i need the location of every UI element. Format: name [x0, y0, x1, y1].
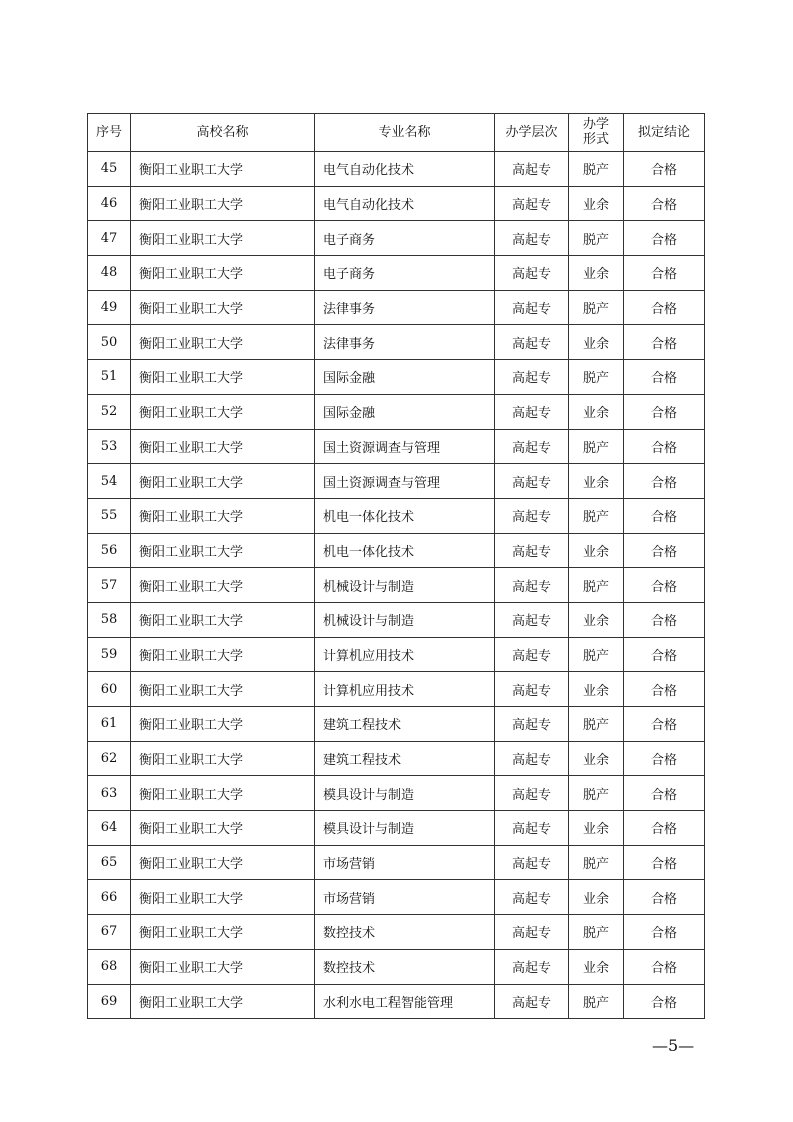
cell-major: 电子商务: [315, 256, 495, 291]
cell-conclusion: 合格: [624, 672, 705, 707]
cell-level: 高起专: [495, 949, 569, 984]
cell-seq: 49: [88, 290, 131, 325]
cell-level: 高起专: [495, 672, 569, 707]
cell-form: 业余: [569, 394, 624, 429]
table-row: [88, 429, 705, 464]
cell-seq: 65: [88, 845, 131, 880]
cell-school: 衡阳工业职工大学: [131, 290, 315, 325]
header-school: 高校名称: [131, 114, 315, 152]
cell-seq: 53: [88, 429, 131, 464]
cell-level: 高起专: [495, 741, 569, 776]
cell-conclusion: 合格: [624, 637, 705, 672]
cell-form: 脱产: [569, 915, 624, 950]
table-row: [88, 637, 705, 672]
cell-major: 机电一体化技术: [315, 533, 495, 568]
cell-school: 衡阳工业职工大学: [131, 498, 315, 533]
cell-seq: 57: [88, 568, 131, 603]
table-row: [88, 325, 705, 360]
cell-conclusion: 合格: [624, 152, 705, 187]
header-form-line2: 形式: [582, 132, 609, 147]
cell-school: 衡阳工业职工大学: [131, 602, 315, 637]
table-row: [88, 707, 705, 742]
cell-seq: 58: [88, 602, 131, 637]
cell-school: 衡阳工业职工大学: [131, 741, 315, 776]
cell-level: 高起专: [495, 984, 569, 1019]
cell-seq: 62: [88, 741, 131, 776]
cell-seq: 48: [88, 256, 131, 291]
cell-form: 业余: [569, 949, 624, 984]
cell-level: 高起专: [495, 152, 569, 187]
cell-conclusion: 合格: [624, 325, 705, 360]
cell-seq: 59: [88, 637, 131, 672]
cell-level: 高起专: [495, 776, 569, 811]
cell-school: 衡阳工业职工大学: [131, 637, 315, 672]
cell-major: 市场营销: [315, 845, 495, 880]
cell-conclusion: 合格: [624, 984, 705, 1019]
header-conclusion: 拟定结论: [624, 114, 705, 152]
cell-form: 脱产: [569, 290, 624, 325]
cell-level: 高起专: [495, 221, 569, 256]
cell-seq: 55: [88, 498, 131, 533]
table-row: [88, 672, 705, 707]
table-row: [88, 221, 705, 256]
cell-conclusion: 合格: [624, 360, 705, 395]
cell-level: 高起专: [495, 394, 569, 429]
table-row: [88, 394, 705, 429]
cell-major: 法律事务: [315, 290, 495, 325]
cell-school: 衡阳工业职工大学: [131, 533, 315, 568]
cell-conclusion: 合格: [624, 776, 705, 811]
table-row: [88, 984, 705, 1019]
table-row: [88, 880, 705, 915]
table-row: [88, 568, 705, 603]
cell-level: 高起专: [495, 880, 569, 915]
cell-major: 机械设计与制造: [315, 602, 495, 637]
cell-conclusion: 合格: [624, 186, 705, 221]
cell-school: 衡阳工业职工大学: [131, 672, 315, 707]
results-table: [87, 113, 705, 1019]
cell-level: 高起专: [495, 290, 569, 325]
table-row: [88, 498, 705, 533]
cell-form: 业余: [569, 811, 624, 846]
cell-form: 脱产: [569, 360, 624, 395]
cell-conclusion: 合格: [624, 845, 705, 880]
cell-major: 模具设计与制造: [315, 811, 495, 846]
cell-major: 法律事务: [315, 325, 495, 360]
cell-form: 脱产: [569, 845, 624, 880]
cell-school: 衡阳工业职工大学: [131, 880, 315, 915]
table-row: [88, 152, 705, 187]
cell-school: 衡阳工业职工大学: [131, 325, 315, 360]
table-row: [88, 186, 705, 221]
table-row: [88, 915, 705, 950]
cell-conclusion: 合格: [624, 256, 705, 291]
cell-school: 衡阳工业职工大学: [131, 152, 315, 187]
cell-major: 数控技术: [315, 915, 495, 950]
page-number: —5—: [652, 1036, 695, 1055]
cell-seq: 54: [88, 464, 131, 499]
cell-school: 衡阳工业职工大学: [131, 949, 315, 984]
cell-major: 电子商务: [315, 221, 495, 256]
cell-major: 市场营销: [315, 880, 495, 915]
cell-form: 业余: [569, 533, 624, 568]
cell-level: 高起专: [495, 325, 569, 360]
cell-conclusion: 合格: [624, 880, 705, 915]
cell-major: 国土资源调查与管理: [315, 429, 495, 464]
cell-seq: 69: [88, 984, 131, 1019]
cell-form: 脱产: [569, 776, 624, 811]
cell-major: 电气自动化技术: [315, 186, 495, 221]
cell-level: 高起专: [495, 429, 569, 464]
table-row: [88, 949, 705, 984]
cell-school: 衡阳工业职工大学: [131, 915, 315, 950]
cell-conclusion: 合格: [624, 602, 705, 637]
cell-major: 建筑工程技术: [315, 707, 495, 742]
table-row: [88, 256, 705, 291]
table-body: [88, 152, 705, 1019]
cell-school: 衡阳工业职工大学: [131, 811, 315, 846]
cell-level: 高起专: [495, 464, 569, 499]
cell-school: 衡阳工业职工大学: [131, 394, 315, 429]
cell-school: 衡阳工业职工大学: [131, 221, 315, 256]
cell-major: 数控技术: [315, 949, 495, 984]
cell-form: 脱产: [569, 707, 624, 742]
cell-school: 衡阳工业职工大学: [131, 256, 315, 291]
cell-level: 高起专: [495, 845, 569, 880]
cell-level: 高起专: [495, 915, 569, 950]
cell-conclusion: 合格: [624, 707, 705, 742]
cell-level: 高起专: [495, 533, 569, 568]
table-header-row: [88, 114, 705, 152]
cell-seq: 52: [88, 394, 131, 429]
cell-form: 脱产: [569, 221, 624, 256]
cell-seq: 56: [88, 533, 131, 568]
cell-major: 机械设计与制造: [315, 568, 495, 603]
cell-school: 衡阳工业职工大学: [131, 429, 315, 464]
cell-seq: 50: [88, 325, 131, 360]
cell-conclusion: 合格: [624, 741, 705, 776]
table-row: [88, 602, 705, 637]
cell-seq: 46: [88, 186, 131, 221]
cell-form: 业余: [569, 741, 624, 776]
cell-form: 脱产: [569, 637, 624, 672]
cell-form: 脱产: [569, 429, 624, 464]
cell-level: 高起专: [495, 498, 569, 533]
cell-level: 高起专: [495, 256, 569, 291]
cell-conclusion: 合格: [624, 394, 705, 429]
results-table-container: [87, 113, 704, 1019]
cell-form: 业余: [569, 325, 624, 360]
cell-major: 电气自动化技术: [315, 152, 495, 187]
header-major: 专业名称: [315, 114, 495, 152]
cell-seq: 67: [88, 915, 131, 950]
cell-major: 计算机应用技术: [315, 672, 495, 707]
cell-form: 业余: [569, 672, 624, 707]
cell-seq: 61: [88, 707, 131, 742]
cell-school: 衡阳工业职工大学: [131, 707, 315, 742]
cell-conclusion: 合格: [624, 949, 705, 984]
cell-seq: 47: [88, 221, 131, 256]
cell-conclusion: 合格: [624, 568, 705, 603]
cell-form: 业余: [569, 880, 624, 915]
table-row: [88, 290, 705, 325]
cell-school: 衡阳工业职工大学: [131, 776, 315, 811]
cell-major: 模具设计与制造: [315, 776, 495, 811]
cell-school: 衡阳工业职工大学: [131, 568, 315, 603]
cell-major: 计算机应用技术: [315, 637, 495, 672]
cell-school: 衡阳工业职工大学: [131, 360, 315, 395]
table-row: [88, 464, 705, 499]
cell-seq: 63: [88, 776, 131, 811]
cell-conclusion: 合格: [624, 429, 705, 464]
cell-school: 衡阳工业职工大学: [131, 845, 315, 880]
cell-form: 业余: [569, 464, 624, 499]
cell-major: 国土资源调查与管理: [315, 464, 495, 499]
cell-major: 国际金融: [315, 360, 495, 395]
cell-major: 国际金融: [315, 394, 495, 429]
cell-school: 衡阳工业职工大学: [131, 464, 315, 499]
cell-conclusion: 合格: [624, 915, 705, 950]
header-form: [569, 114, 624, 152]
cell-conclusion: 合格: [624, 290, 705, 325]
cell-school: 衡阳工业职工大学: [131, 984, 315, 1019]
cell-seq: 64: [88, 811, 131, 846]
table-row: [88, 845, 705, 880]
cell-conclusion: 合格: [624, 498, 705, 533]
cell-major: 水利水电工程智能管理: [315, 984, 495, 1019]
cell-form: 脱产: [569, 984, 624, 1019]
cell-conclusion: 合格: [624, 811, 705, 846]
cell-form: 脱产: [569, 568, 624, 603]
cell-conclusion: 合格: [624, 221, 705, 256]
cell-seq: 68: [88, 949, 131, 984]
cell-seq: 51: [88, 360, 131, 395]
table-row: [88, 741, 705, 776]
header-seq: 序号: [88, 114, 131, 152]
cell-major: 建筑工程技术: [315, 741, 495, 776]
cell-level: 高起专: [495, 811, 569, 846]
cell-seq: 60: [88, 672, 131, 707]
header-form-line1: 办学: [582, 117, 609, 132]
table-row: [88, 360, 705, 395]
cell-seq: 66: [88, 880, 131, 915]
cell-seq: 45: [88, 152, 131, 187]
table-row: [88, 776, 705, 811]
cell-level: 高起专: [495, 568, 569, 603]
cell-form: 业余: [569, 602, 624, 637]
cell-conclusion: 合格: [624, 464, 705, 499]
cell-level: 高起专: [495, 186, 569, 221]
cell-form: 业余: [569, 256, 624, 291]
cell-conclusion: 合格: [624, 533, 705, 568]
cell-level: 高起专: [495, 602, 569, 637]
cell-level: 高起专: [495, 637, 569, 672]
cell-level: 高起专: [495, 707, 569, 742]
table-row: [88, 533, 705, 568]
cell-form: 脱产: [569, 498, 624, 533]
cell-school: 衡阳工业职工大学: [131, 186, 315, 221]
header-level: 办学层次: [495, 114, 569, 152]
cell-form: 脱产: [569, 152, 624, 187]
cell-form: 业余: [569, 186, 624, 221]
table-row: [88, 811, 705, 846]
cell-level: 高起专: [495, 360, 569, 395]
cell-major: 机电一体化技术: [315, 498, 495, 533]
